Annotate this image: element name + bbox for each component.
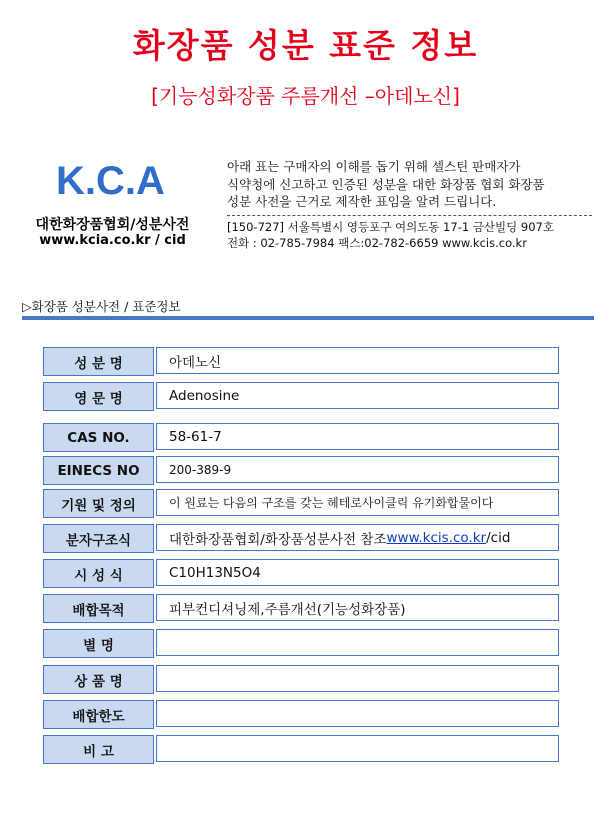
row-value: 58-61-7 [156, 423, 559, 450]
row-label: 시 성 식 [43, 559, 154, 588]
row-label: 상 품 명 [43, 665, 154, 694]
section-divider [22, 316, 594, 320]
row-value: Adenosine [156, 382, 559, 409]
row-value [156, 524, 559, 551]
row-label: 별 명 [43, 629, 154, 658]
contact-info [227, 219, 607, 251]
intro-line-2: 식약청에 신고하고 인증된 성분을 대한 화장품 협회 화장품 [227, 176, 545, 192]
row-value: 이 원료는 다음의 구조를 갖는 헤테로사이클릭 유기화합물이다 [156, 489, 559, 516]
row-value [156, 700, 559, 727]
row-value [156, 665, 559, 692]
row-label: CAS NO. [43, 423, 154, 452]
page-subtitle: [기능성화장품 주름개선 –아데노신] [151, 84, 460, 108]
table-row [43, 559, 562, 588]
structure-reference-suffix: /cid [486, 529, 511, 546]
row-label: 성 분 명 [43, 347, 154, 376]
org-url: www.kcia.co.kr / cid [39, 233, 186, 248]
table-row [43, 700, 562, 729]
table-row [43, 347, 562, 376]
contact-phone: 전화 : 02-785-7984 팩스:02-782-6659 www.kcis.co.kr [227, 236, 527, 250]
row-label: 비 고 [43, 735, 154, 764]
row-value: C10H13N5O4 [156, 559, 559, 586]
org-name: 대한화장품협회/성분사전 [35, 217, 190, 233]
row-label: 영 문 명 [43, 382, 154, 411]
intro-line-3: 성분 사전을 근거로 제작한 표임을 알려 드립니다. [227, 194, 497, 209]
row-label: 배합목적 [43, 594, 154, 623]
intro-divider [227, 215, 592, 216]
row-value: 아데노신 [156, 347, 559, 374]
page-title: 화장품 성분 표준 정보 [132, 26, 479, 65]
breadcrumb: ▷화장품 성분사전 / 표준정보 [22, 299, 181, 314]
table-row [43, 489, 562, 518]
table-row [43, 629, 562, 658]
table-row [43, 524, 562, 553]
intro-line-1: 아래 표는 구매자의 이해를 돕기 위해 셀스틴 판매자가 [227, 159, 521, 174]
intro-text [227, 158, 597, 211]
row-value: 피부컨디셔닝제,주름개선(기능성화장품) [156, 594, 559, 621]
structure-reference-text: 대한화장품협회/화장품성분사전 참조 [169, 531, 387, 548]
table-row [43, 735, 562, 764]
table-row [43, 423, 562, 452]
table-row [43, 382, 562, 411]
kca-logo: K.C.A [56, 159, 165, 203]
row-label: 기원 및 정의 [43, 489, 154, 518]
table-row [43, 456, 562, 485]
table-row [43, 665, 562, 694]
table-row [43, 594, 562, 623]
row-label: 배합한도 [43, 700, 154, 729]
kcis-link[interactable]: www.kcis.co.kr [386, 529, 487, 546]
contact-address: [150-727] 서울특별시 영등포구 여의도동 17-1 금산빌딩 907호 [227, 220, 554, 234]
row-label: EINECS NO [43, 456, 154, 485]
row-value [156, 629, 559, 656]
row-value: 200-389-9 [156, 456, 559, 483]
row-label: 분자구조식 [43, 524, 154, 553]
row-value [156, 735, 559, 762]
